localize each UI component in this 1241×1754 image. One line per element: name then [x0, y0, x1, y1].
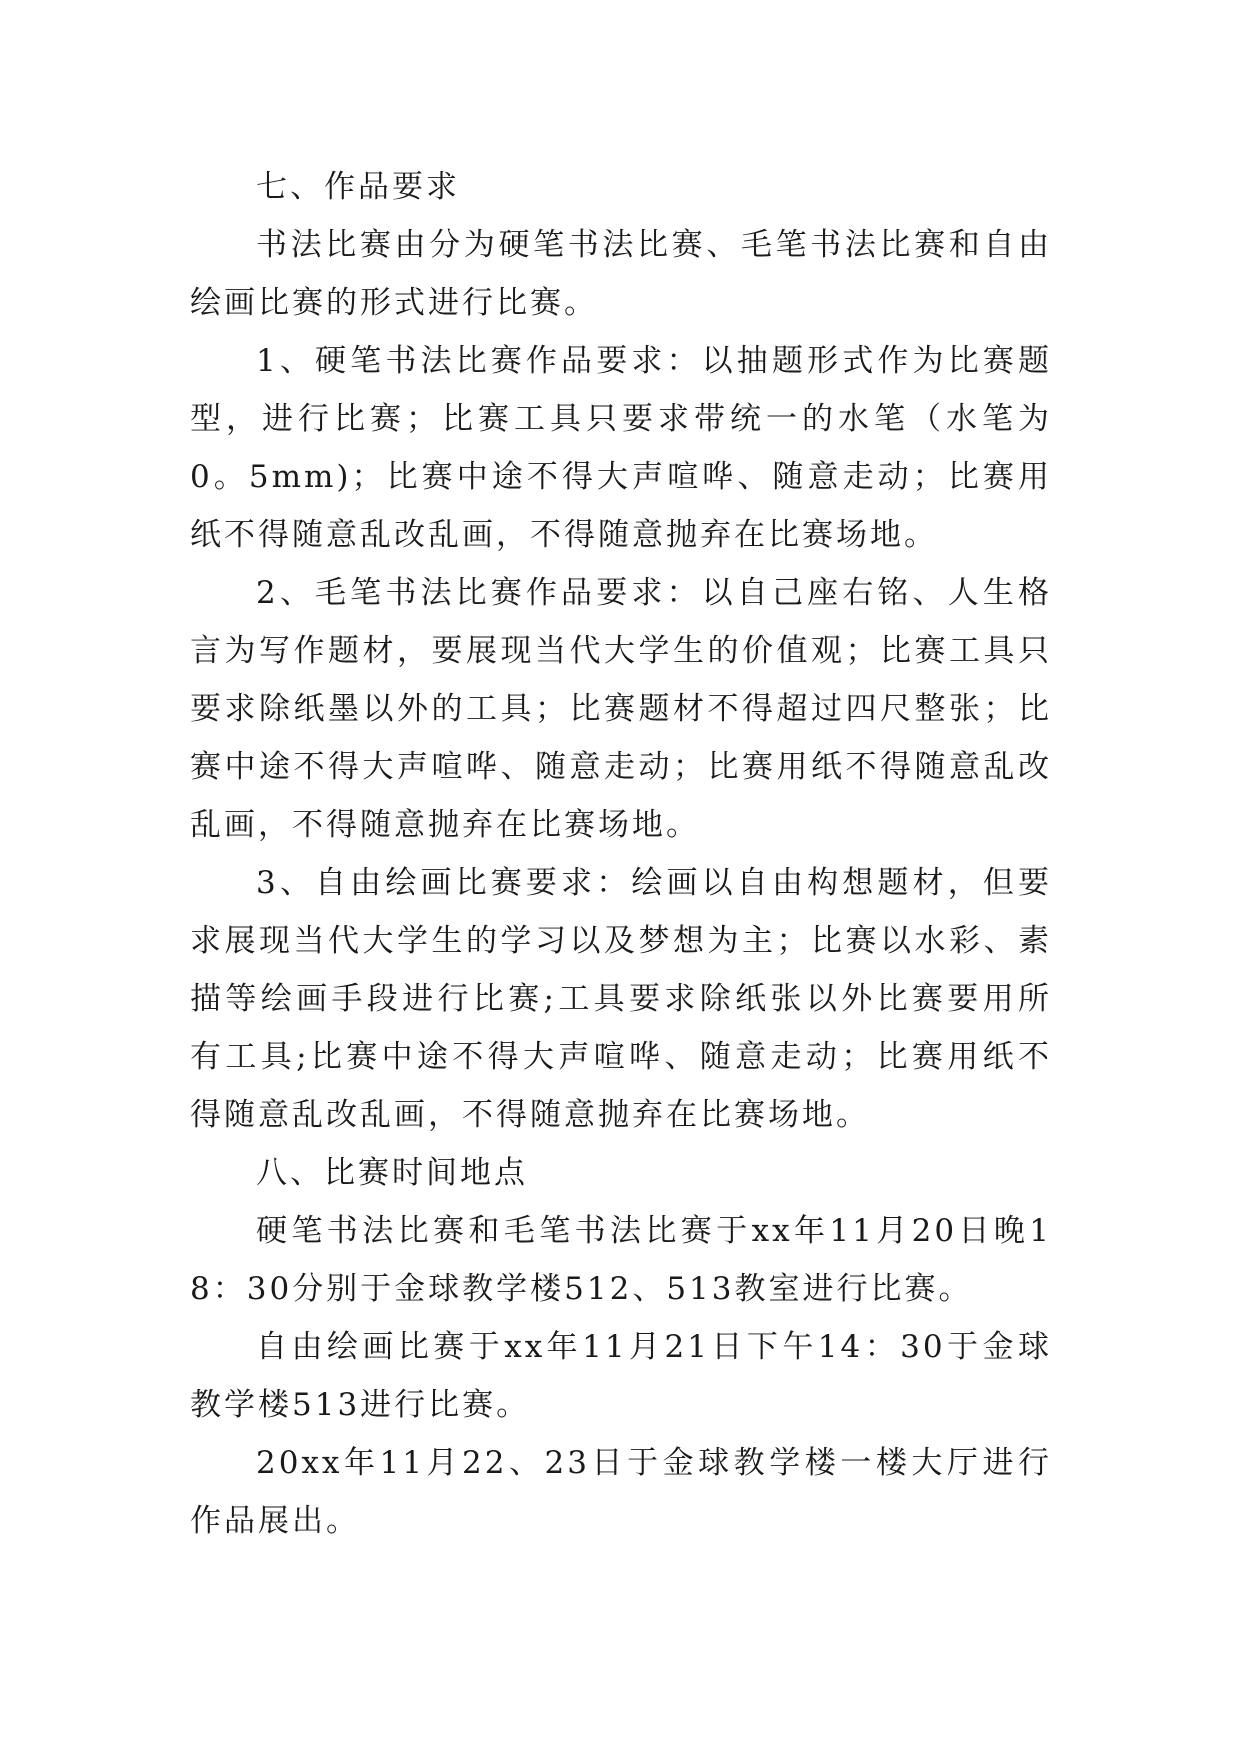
section-heading-work-requirements: 七、作品要求 — [256, 169, 460, 205]
paragraph-competition-forms: 书法比赛由分为硬笔书法比赛、毛笔书法比赛和自由绘画比赛的形式进行比赛。 — [190, 227, 1052, 321]
paragraph-painting-requirements: 3、自由绘画比赛要求：绘画以自由构想题材，但要求展现当代大学生的学习以及梦想为主；比赛以水彩、素描等绘画手段进行比赛;工具要求除纸张以外比赛要用所有工具;比赛中途不得大声喧哗、随意走动；比赛用纸不得随意乱改乱画，不得随意抛弃在比赛场地。 — [190, 865, 1052, 1133]
section-heading-time-location: 八、比赛时间地点 — [256, 1155, 528, 1191]
paragraph-brush-requirements: 2、毛笔书法比赛作品要求：以自己座右铭、人生格言为写作题材，要展现当代大学生的价值观；比赛工具只要求除纸墨以外的工具；比赛题材不得超过四尺整张；比赛中途不得大声喧哗、随意走动；比赛用纸不得随意乱改乱画，不得随意抛弃在比赛场地。 — [190, 575, 1052, 843]
paragraph-hard-pen-requirements: 1、硬笔书法比赛作品要求：以抽题形式作为比赛题型，进行比赛；比赛工具只要求带统一的水笔（水笔为0。5mm)；比赛中途不得大声喧哗、随意走动；比赛用纸不得随意乱改乱画，不得随意抛弃在比赛场地。 — [190, 343, 1052, 553]
paragraph-painting-schedule: 自由绘画比赛于xx年11月21日下午14：30于金球教学楼513进行比赛。 — [190, 1329, 1052, 1423]
paragraph-calligraphy-schedule: 硬笔书法比赛和毛笔书法比赛于xx年11月20日晚18：30分别于金球教学楼512、513教室进行比赛。 — [190, 1213, 1052, 1307]
document-body — [190, 158, 1052, 1550]
paragraph-exhibition-schedule: 20xx年11月22、23日于金球教学楼一楼大厅进行作品展出。 — [190, 1445, 1052, 1539]
